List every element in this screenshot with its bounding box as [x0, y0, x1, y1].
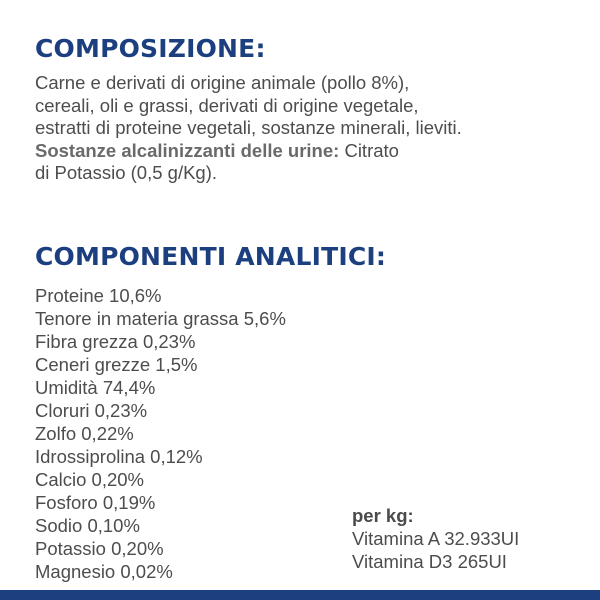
list-item: Sodio 0,10%	[35, 515, 140, 536]
list-item: Idrossiprolina 0,12%	[35, 446, 203, 467]
list-item: Proteine 10,6%	[35, 285, 162, 306]
list-item: Magnesio 0,02%	[35, 561, 173, 582]
list-item: Fibra grezza 0,23%	[35, 331, 196, 352]
list-item: Potassio 0,20%	[35, 538, 164, 559]
analytics-heading: COMPONENTI ANALITICI:	[35, 242, 387, 271]
composition-highlight-line	[35, 140, 595, 163]
list-item: Calcio 0,20%	[35, 469, 145, 490]
vitamin-item: Vitamina D3 265UI	[352, 551, 507, 572]
composition-line: di Potassio (0,5 g/Kg).	[35, 162, 218, 183]
composition-heading: COMPOSIZIONE:	[35, 34, 266, 63]
composition-text	[35, 72, 595, 185]
composition-line: estratti di proteine vegetali, sostanze minerali, lieviti.	[35, 117, 462, 138]
composition-line: Carne e derivati di origine animale (pollo 8%),	[35, 72, 410, 93]
list-item: Ceneri grezze 1,5%	[35, 354, 198, 375]
urine-alkalizer-label: Sostanze alcalinizzanti delle urine:	[35, 139, 340, 161]
list-item: Tenore in materia grassa 5,6%	[35, 308, 286, 329]
list-item: Fosforo 0,19%	[35, 492, 156, 513]
list-item: Umidità 74,4%	[35, 377, 156, 398]
list-item: Zolfo 0,22%	[35, 423, 134, 444]
urine-alkalizer-text: Citrato	[339, 139, 399, 161]
list-item: Cloruri 0,23%	[35, 400, 148, 421]
analytics-list	[35, 284, 286, 583]
per-kg-block	[352, 504, 519, 573]
composition-line: cereali, oli e grassi, derivati di origine vegetale,	[35, 94, 419, 116]
bottom-band	[0, 590, 600, 600]
per-kg-title: per kg:	[352, 505, 414, 526]
vitamin-item: Vitamina A 32.933UI	[352, 528, 520, 549]
